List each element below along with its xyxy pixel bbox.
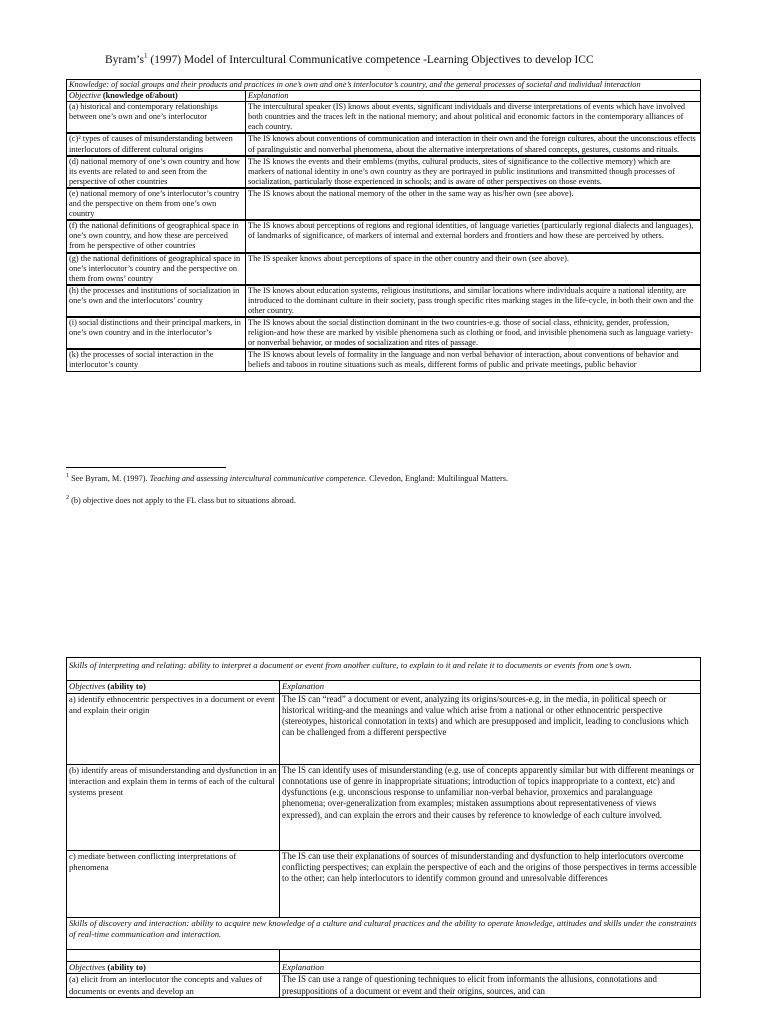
table-row: (g) the national definitions of geographical space in one’s interlocutor’s country and the perspective on them from owns’ country The IS speaker knows about perceptions of space in the other country and their own (see above). (67, 253, 701, 285)
knowledge-table (66, 79, 701, 372)
skills-table (66, 657, 701, 998)
interpreting-col2-header: Explanation (280, 681, 701, 693)
interpreting-col1-header: Objectives (ability to) (67, 681, 280, 693)
footnote-2: $^2$ (b) objective does not apply to the FL class but to situations abroad. (66, 495, 296, 505)
table-row: (c)² types of causes of misunderstanding between interlocutors of different cultural origins The IS knows about conventions of communication and interaction in their own and the foreign cultures, about the unconscious effects of paralinguistic and nonverbal phenomena, about the alternative interpretations of shared concepts, gestures, customs and rituals. (67, 133, 701, 155)
document-title: $Byram’s^1$ (1997) Model of Intercultural Communicative competence -Learning Objectives to develop ICC (105, 52, 594, 66)
table-row: (i) social distinctions and their principal markers, in one’s own country and in the interlocutor’s The IS knows about the social distinction dominant in the two countries-e.g. those of social class, ethnicity, gender, profession, religion-and how these are marked by visible phenomena such as clothing or food, and invisible phenomena such as language variety-or nonverbal behavior, or modes of socialization and rites of passage. (67, 317, 701, 349)
table-row: (h) the processes and institutions of socialization in one’s own and the interlocutors’ country The IS knows about education systems, religious institutions, and similar locations where individuals acquire a national identity, are introduced to the dominant culture in their society, pass trough specific rites marking stages in the life-cycle, in both their own and the other country. (67, 285, 701, 317)
discovery-col2-header: Explanation (280, 962, 701, 974)
discovery-col1-header: Objectives (ability to) (67, 962, 280, 974)
knowledge-heading: Knowledge: of social groups and their products and practices in one’s own and one’s interlocutor’s country, and the general processes of societal and individual interaction (67, 80, 701, 91)
discovery-heading: Skills of discovery and interaction: ability to acquire new knowledge of a culture and cultural practices and the ability to operate knowledge, attitudes and skills under the constraints of real-time communication and interaction. (67, 917, 701, 950)
table-row: (a) elicit from an interlocutor the concepts and values of documents or events and develop an The IS can use a range of questioning techniques to elicit from informants the allusions, connotations and presuppositions of a document or event and their origins, sources, and can (67, 974, 701, 998)
table-row: (d) national memory of one’s own country and how its events are related to and seen from the perspective of other countries The IS knows the events and their emblems (myths, cultural products, sites of significance to the collective memory) which are markers of national identity in one’s own country as they are portrayed in public institutions and transmitted though processes of socialization, particularly those experienced in schools; and is aware of other perspectives on those events. (67, 156, 701, 188)
table-row: c) mediate between conflicting interpretations of phenomena The IS can use their explanations of sources of misunderstanding and dysfunction to help interlocutors overcome conflicting perspectives; can explain the perspective of each and the origins of those perspectives in terms accessible to the other; can help interlocutors to identify common ground and unresolvable differences (67, 850, 701, 917)
knowledge-col2-header: Explanation (246, 91, 701, 102)
table-row: (e) national memory of one’s interlocutor’s country and the perspective on them from one’s own country The IS knows about the national memory of the other in the same way as his/her own (see above). (67, 188, 701, 220)
table-row: a) identify ethnocentric perspectives in a document or event and explain their origin The IS can “read” a document or event, analyzing its origins/sources-e.g. in the media, in political speech or historical writing-and the meanings and value which arise from a national or other ethnocentric perspective (stereotypes, historical connotation in texts) and which are presupposed and implicit, leading to conclusions which can be challenged from a different perspective (67, 693, 701, 764)
knowledge-col1-header: Objective (knowledge of/about) (67, 91, 246, 102)
footnote-1: $^1$ See Byram, M. (1997). Teaching and assessing intercultural communicative competence. Clevedon, England: Multilingual Matters. (66, 473, 509, 483)
table-row: (f) the national definitions of geographical space in one’s own country, and how these are perceived from he perspective of other countries The IS knows about perceptions of regions and regional identities, of language varieties (particularly regional dialects and languages), of landmarks of significance, of markers of internal and external borders and frontiers and how these are perceived by others. (67, 220, 701, 252)
table-row: (a) historical and contemporary relationships between one’s own and one’s interlocutor The intercultural speaker (IS) knows about events, significant individuals and diverse interpretations of events which have involved both countries and the traces left in the national memory; and about political and economic factors in the contemporary alliances of each country. (67, 102, 701, 134)
interpreting-heading: Skills of interpreting and relating: ability to interpret a document or event from another culture, to explain to it and relate it to documents or events from one’s own. (67, 658, 701, 681)
footnote-divider (66, 467, 226, 468)
table-row: (b) identify areas of misunderstanding and dysfunction in an interaction and explain them in terms of each of the cultural systems present The IS can identify uses of misunderstanding (e.g. use of concepts apparently similar but with different meanings or connotations use of genre in inappropriate situations; introduction of topics inappropriate to a context, etc) and dysfunctions (e.g. unconscious response to unfamiliar non-verbal behavior, proxemics and paralanguage phenomena; over-generalization from examples; mistaken assumptions about representativeness of views expressed), and can explain the errors and their causes by reference to knowledge of each culture involved. (67, 764, 701, 850)
table-row: (k) the processes of social interaction in the interlocutor’s county The IS knows about levels of formality in the language and non verbal behavior of interaction, about conventions of behavior and beliefs and taboos in routine situations such as meals, different forms of public and private meetings, public behavior (67, 349, 701, 371)
